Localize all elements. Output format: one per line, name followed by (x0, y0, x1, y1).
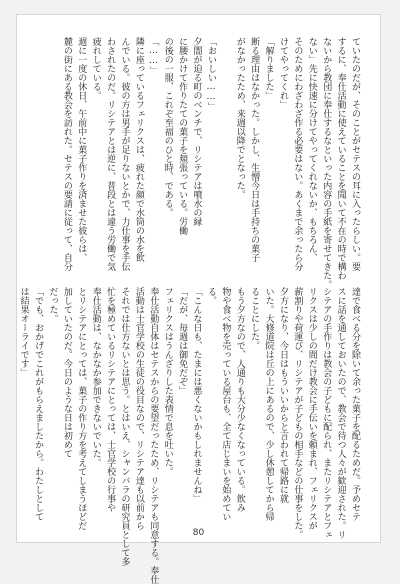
text-line: がなかったため、来週以降でとなった。 (234, 37, 245, 199)
text-line: 活動は士官学校の生徒の役目なので、リシテア達も以前から (133, 287, 144, 530)
text-line: 「でも、おかげでこれがもらえましたから。わたしとして (33, 287, 44, 521)
text-line: それでは仕方ないとは思う。とはいえ、シャンバラの研究員として多 (119, 287, 130, 566)
text-line: 奉仕活動は、なかなか参加できないでいた。 (90, 287, 101, 467)
text-line: ないから教団に奉仕するなといった内容の手紙を寄せてきた。 (321, 37, 332, 289)
text-line: 夕闇が迫る町のベンチで、リシテアは噴水の縁 (191, 37, 202, 226)
text-line: ていたのだが、そのことがセテスの耳に入ったらしい。要 (350, 37, 360, 271)
text-line: スに話を通しておいたので、教会で待つ人々が歓迎された。リ (335, 287, 346, 539)
text-line: わされたのだ。リシテアとは逆に、普段とは違う労働で気 (105, 37, 116, 271)
text-line: 加していたのだ。今日のような日は初めて (61, 287, 72, 458)
text-line: だった。 (47, 287, 58, 323)
text-line: 「こんな日も、たまには悪くないかもしれませんね」 (191, 287, 202, 503)
text-line: 物や食べ物を売っている屋台も、全て店じまいを始めてい (220, 287, 231, 521)
book-page (17, 15, 380, 584)
text-line: 「だが、毎週は御免だぞ」 (177, 287, 188, 395)
text-line: リクスは少しの間だけ教会に手伝いを頼まれ、フェリクスが (306, 287, 317, 530)
text-line: 断る理由はなかった。しかし、生憎今日は手持ちの菓子 (249, 37, 260, 262)
text-line: る。 (205, 287, 216, 305)
text-line: ない」先に快速に分けてやってくれないか、もちろん、 (306, 37, 317, 262)
text-line: 「……」 (148, 37, 159, 75)
text-line: フェリクスはうんざりした表情で息を吐いた。 (162, 287, 173, 476)
text-line: に腰かけて作りたての菓子を頬張っている。労働 (177, 37, 188, 235)
text-line: 隣に座っているフェリクスは、疲れた顔で水筒の水を飲 (133, 37, 144, 262)
text-line: 「おいしい……」 (205, 37, 216, 111)
text-line: 「解りました」 (263, 37, 274, 100)
text-line: 達で食べる分を除いて余った菓子を配るためだ。予めセテ (350, 287, 360, 521)
text-line: ることにした。 (249, 287, 260, 350)
text-line: 奉仕活動自体はセテスからの要望だったため、リシテアも同意する。奉仕 (148, 287, 159, 584)
page-number: 80 (192, 528, 205, 538)
text-line: 疲れしている。 (90, 37, 101, 100)
text-line (218, 37, 232, 275)
text-line: 週に一度の休日、午前中に菓子作りを済ませた彼らは、 (76, 37, 87, 262)
text-line: の後の一服、これぞ至福のひと時、である。 (162, 37, 173, 217)
text-line: 麓の街にある教会を訪れた。セテスの要請に従って、自分 (61, 37, 72, 271)
text-line: するに、奉仕活動に使えていることを聞いて不在の時で構わ (335, 37, 346, 280)
upper-text-block (37, 37, 362, 289)
text-line: んでいる。彼の方は男手が足りないとかで、力仕事を手伝 (119, 37, 130, 271)
text-line: シテアの手作りは教会の子どもに配られ、またリシテアとフェ (321, 287, 332, 539)
text-line: 薪割りや荷運び、リシテアが子どもの相手などの仕事をした。 (292, 287, 303, 539)
text-line: 忙を極めているリシテアにとっては、士官学校の行事や (105, 287, 116, 512)
text-line: は結果オーライです」 (18, 287, 29, 377)
text-line: もう夕方なので、人通りも大分少なくなっている。飲み (234, 287, 245, 512)
text-line: いた。大修道院は丘の上にあるので、少し休憩してから帰 (263, 287, 274, 521)
text-line: そのためにわざわざ作る必要はない。あくまで余ったら分 (292, 37, 303, 271)
text-line: けてやってくれ」 (277, 37, 288, 109)
text-line: とリシテアにとっては、菓子の作り方を考えてしまうほどだ (76, 287, 87, 530)
text-line: 夕方になり、今日はもういいからと言われて帰路に就 (277, 287, 288, 503)
